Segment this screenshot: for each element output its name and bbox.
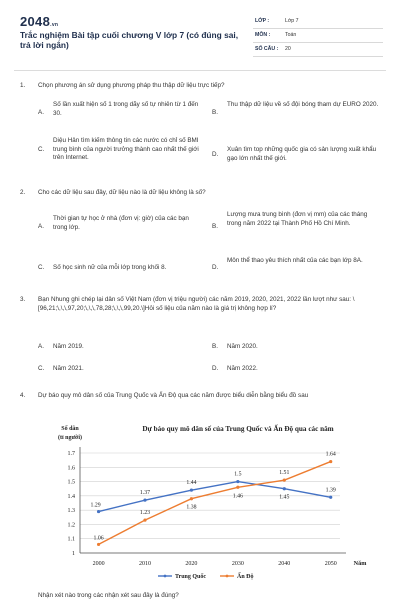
y-tick-label: 1.7 (67, 451, 75, 457)
series-line-0 (99, 482, 331, 512)
population-chart-svg (48, 415, 368, 585)
legend-label: Trung Quốc (175, 574, 207, 580)
meta-row-count: SỐ CÂU : 20 (253, 43, 383, 57)
data-label: 1.45 (279, 494, 290, 501)
data-point (236, 480, 239, 483)
population-chart (48, 415, 368, 585)
data-label: 1.06 (93, 535, 104, 542)
data-label: 1.5 (234, 471, 242, 478)
data-point (143, 499, 146, 502)
data-label: 1.38 (186, 504, 197, 511)
data-point (329, 496, 332, 499)
data-point (97, 510, 100, 513)
y-axis-label: Số dân (61, 426, 79, 432)
y-tick-label: 1.5 (67, 479, 75, 486)
data-label: 1.39 (325, 487, 336, 494)
y-tick-label: 1.6 (67, 465, 75, 472)
chart-title: Dự báo quy mô dân số của Trung Quốc và Ấn Độ qua các năm (142, 425, 334, 433)
header-divider (14, 70, 386, 71)
site-logo[interactable]: 2048.vn (20, 14, 59, 29)
page-title: Trắc nghiệm Bài tập cuối chương V lớp 7 (có đúng sai, trả lời ngắn) (20, 30, 239, 50)
x-tick-label: 2010 (139, 561, 151, 567)
x-tick-label: 2000 (92, 561, 105, 567)
y-tick-label: 1 (72, 551, 75, 557)
x-tick-label: 2030 (231, 561, 244, 567)
data-label: 1.46 (232, 493, 243, 500)
data-point (97, 543, 100, 546)
worksheet-page: 2048.vn Trắc nghiệm Bài tập cuối chương V lớp 7 (có đúng sai, trả lời ngắn) LỚP : Lớp 7 MÔN : Toán SỐ CÂU : 20 1. Chọn phương án sử dụng phương pháp thu thập dữ liệu trực tiếp? A. Số lần xuất hiện số 1 trong dãy số tự nhiên từ 1 đến 30. B. Thu thập dữ liệu về số đội bóng tham dự EURO 2020. C. Diệu Hân tìm kiếm thông tin các nước có chỉ số BMI trung bình của người trưởng thành cao nhất thế giới trên Internet. D. Xuân tìm top những quốc gia có sản lượng xuất khẩu gạo lớn nhất thế giới. 2. Cho các dữ liệu sau đây, dữ liệu nào là dữ liệu không là số? A. Thời gian tự học ở nhà (đơn vị: giờ) của các bạn trong lớp. B. Lượng mưa trung bình (đơn vị mm) của các tháng trong năm 2022 tại Thành Phố Hồ Chí Minh. C. Số học sinh nữ của mỗi lớp trong khối 8. D. Môn thể thao yêu thích nhất của các bạn lớp 8A. 3. Bạn Nhung ghi chép lại dân số Việt Nam (đơn vị triệu người) các năm 2019, 2020, 2021, 2022 lần lượt như sau: \[96,21;\,\,\,97,20;\,\,\,78,28;\,\,\,99,20.\]Hỏi số liệu của năm nào là giá trị không hợp lí? A. Năm 2019. B. Năm 2020. C. Năm 2021. D. Năm 2022. 4. Dự báo quy mô dân số của Trung Quốc và Ấn Độ qua các năm được biểu diễn bằng biểu đồ sau Dự báo quy mô dân số của Trung Quốc và Ấn Độ qua các năm Số dân (tỉ người) 1 1.1 1.2 1.3 1.4 1.5 1.6 1.7 2000 2010 2020 2030 2040 2050 Năm 1.29 1.37 1.44 1.5 1.45 1.39 1.06 1.23 1.38 1.46 1.51 1.64 Trung Quốc Ấn Độ Nhận xét nào trong các nhận xét sau đây là đúng? (0, 0, 400, 600)
data-point (329, 460, 332, 463)
data-point (143, 519, 146, 522)
data-point (190, 489, 193, 492)
data-label: 1.29 (90, 502, 101, 509)
x-axis-label: Năm (353, 560, 367, 567)
x-tick-label: 2020 (185, 561, 198, 567)
data-label: 1.23 (139, 510, 151, 517)
y-tick-label: 1.4 (67, 493, 75, 500)
data-label: 1.44 (186, 480, 197, 487)
y-tick-label: 1.1 (67, 536, 75, 543)
data-label: 1.51 (279, 470, 290, 477)
data-point (283, 479, 286, 482)
meta-row-subject: MÔN : Toán (253, 29, 383, 43)
legend-label: Ấn Độ (237, 574, 254, 580)
y-tick-label: 1.2 (67, 522, 75, 529)
x-tick-label: 2050 (324, 561, 337, 567)
meta-table (253, 15, 383, 57)
meta-row-class: LỚP : Lớp 7 (253, 15, 383, 29)
data-point (283, 487, 286, 490)
data-label: 1.37 (139, 490, 151, 497)
data-point (236, 486, 239, 489)
question-4-prompt: Nhận xét nào trong các nhận xét sau đây là đúng? (38, 592, 179, 599)
legend-marker (164, 575, 167, 578)
x-tick-label: 2040 (278, 561, 291, 567)
data-label: 1.64 (325, 451, 336, 458)
data-point (190, 497, 193, 500)
legend-marker (226, 575, 229, 578)
y-axis-label-unit: (tỉ người) (57, 435, 83, 441)
y-tick-label: 1.3 (67, 508, 75, 515)
